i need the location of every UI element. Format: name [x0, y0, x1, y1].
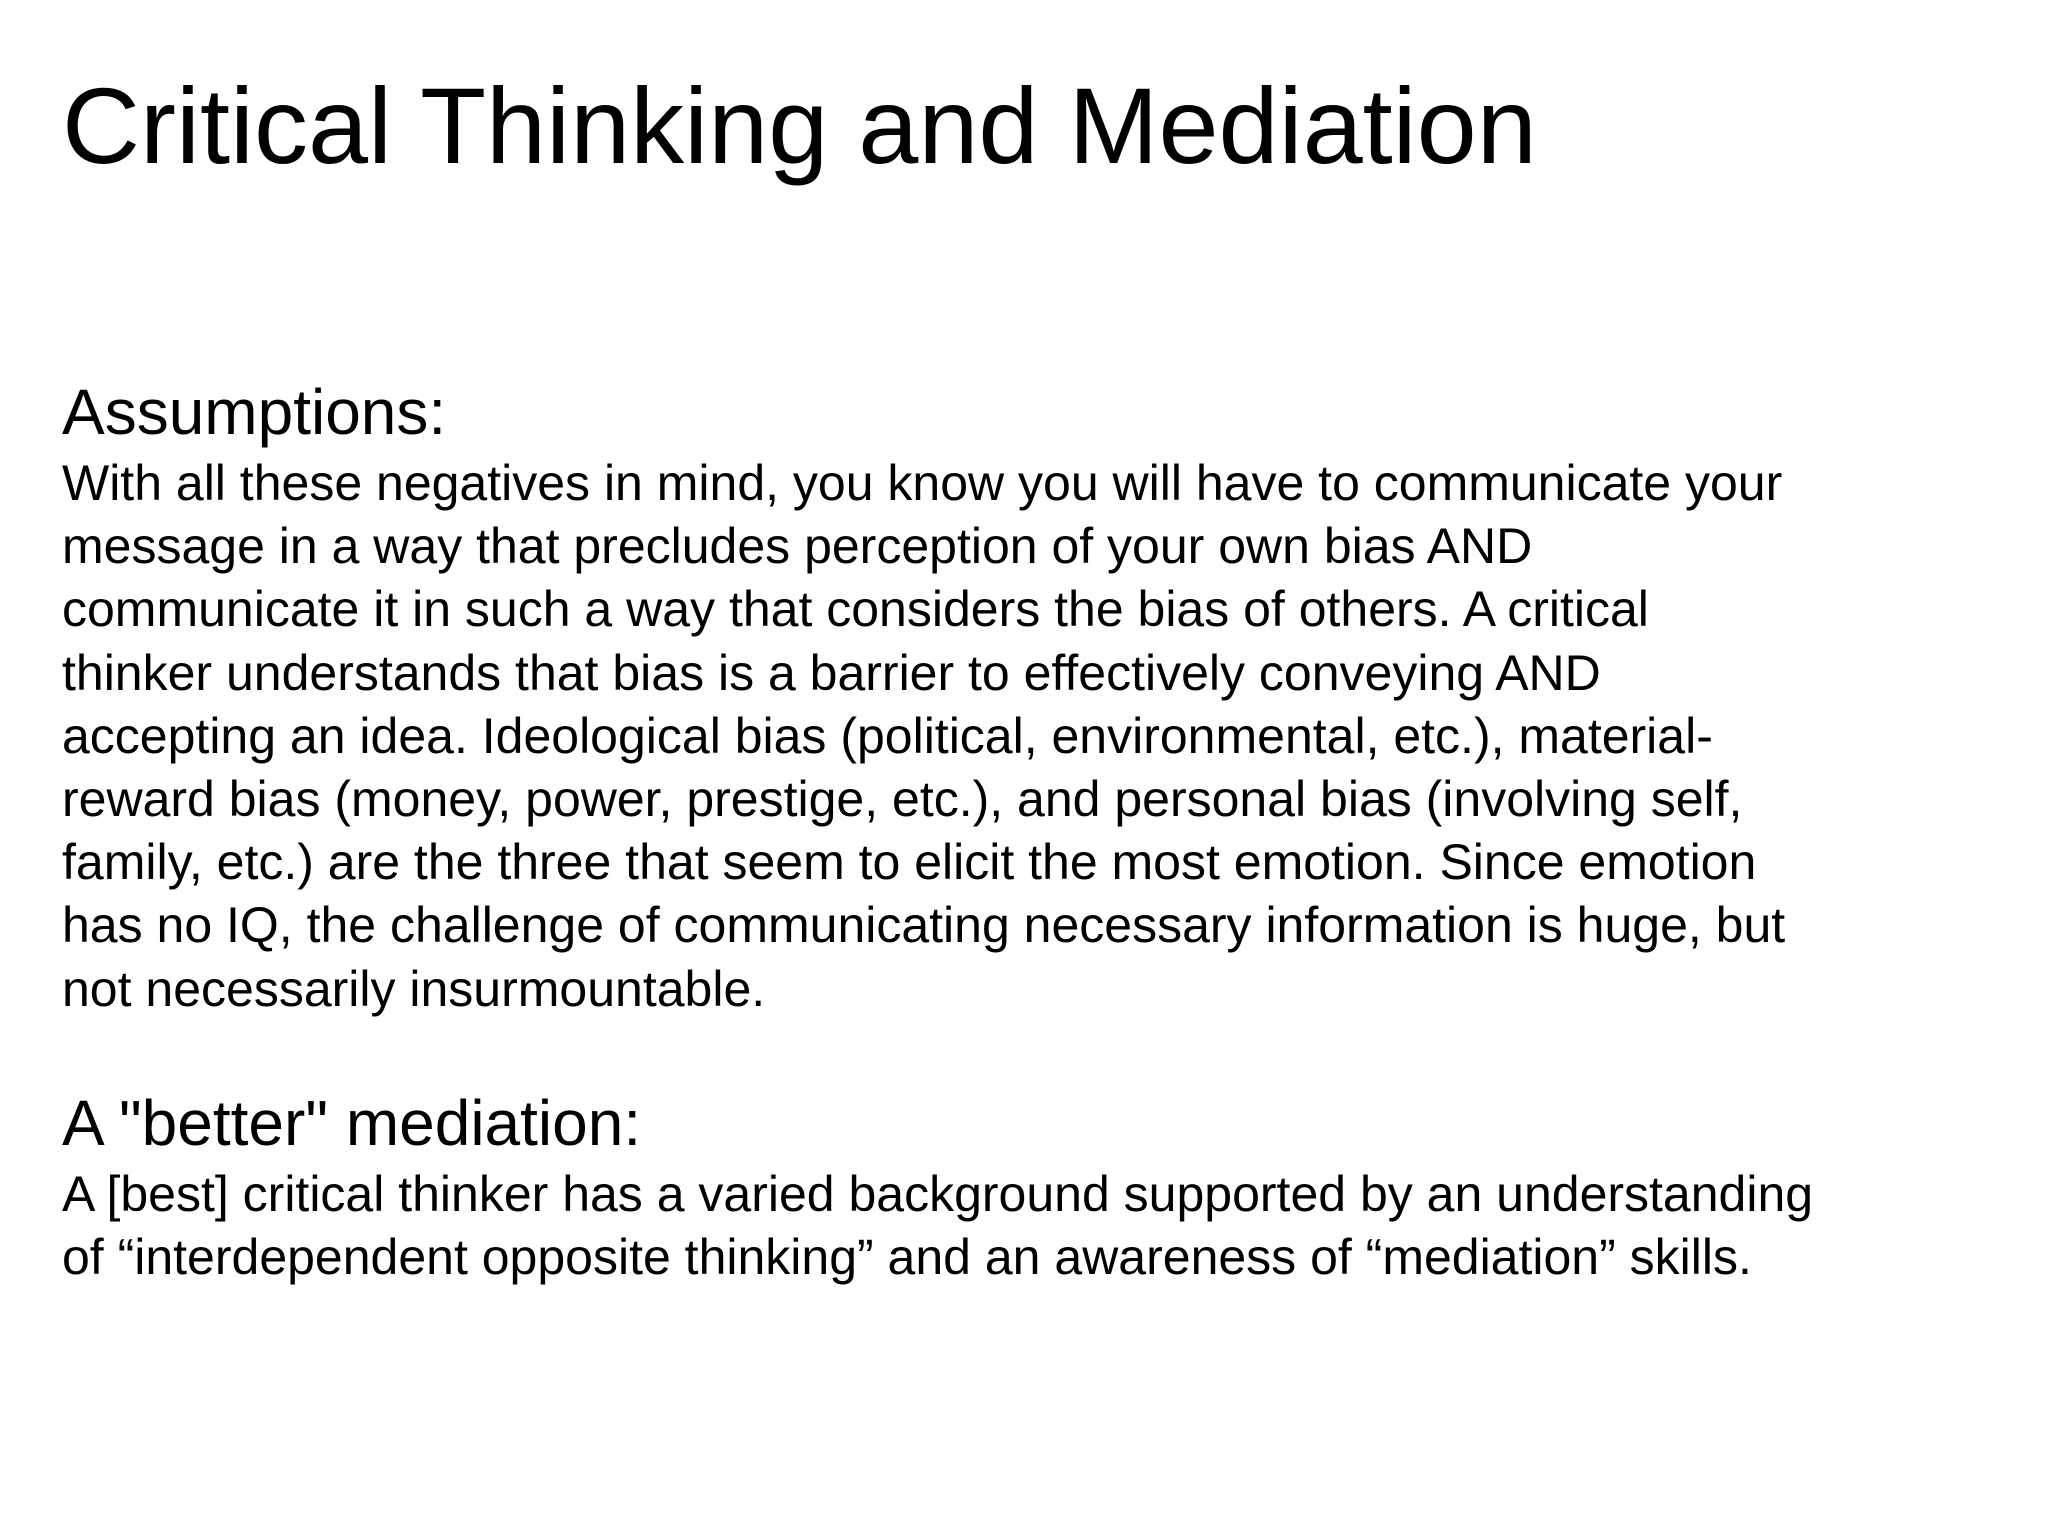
- assumptions-line: With all these negatives in mind, you know you will have to communicate your: [62, 455, 1783, 511]
- mediation-heading: A "better" mediation:: [62, 1087, 642, 1159]
- slide-title: Critical Thinking and Mediation: [62, 65, 1537, 186]
- assumptions-line: reward bias (money, power, prestige, etc.), and personal bias (involving self,: [62, 771, 1743, 828]
- mediation-line: of “interdependent opposite thinking” and an awareness of “mediation” skills.: [62, 1229, 1752, 1286]
- assumptions-line: accepting an idea. Ideological bias (political, environmental, etc.), material-: [62, 707, 1713, 764]
- mediation-section: [62, 1083, 2022, 1289]
- assumptions-heading: Assumptions:: [62, 376, 447, 448]
- mediation-paragraph: [62, 1163, 2022, 1289]
- assumptions-line: not necessarily insurmountable.: [62, 960, 766, 1017]
- assumptions-section: [62, 372, 2022, 1021]
- assumptions-paragraph: [62, 452, 2022, 1021]
- mediation-line: A [best] critical thinker has a varied background supported by an understanding: [62, 1166, 1814, 1222]
- assumptions-line: communicate it in such a way that considers the bias of others. A critical: [62, 581, 1649, 638]
- assumptions-line: family, etc.) are the three that seem to elicit the most emotion. Since emotion: [62, 834, 1757, 891]
- assumptions-line: has no IQ, the challenge of communicating necessary information is huge, but: [62, 897, 1786, 954]
- assumptions-line: message in a way that precludes perception of your own bias AND: [62, 518, 1533, 575]
- assumptions-line: thinker understands that bias is a barrier to effectively conveying AND: [62, 644, 1601, 701]
